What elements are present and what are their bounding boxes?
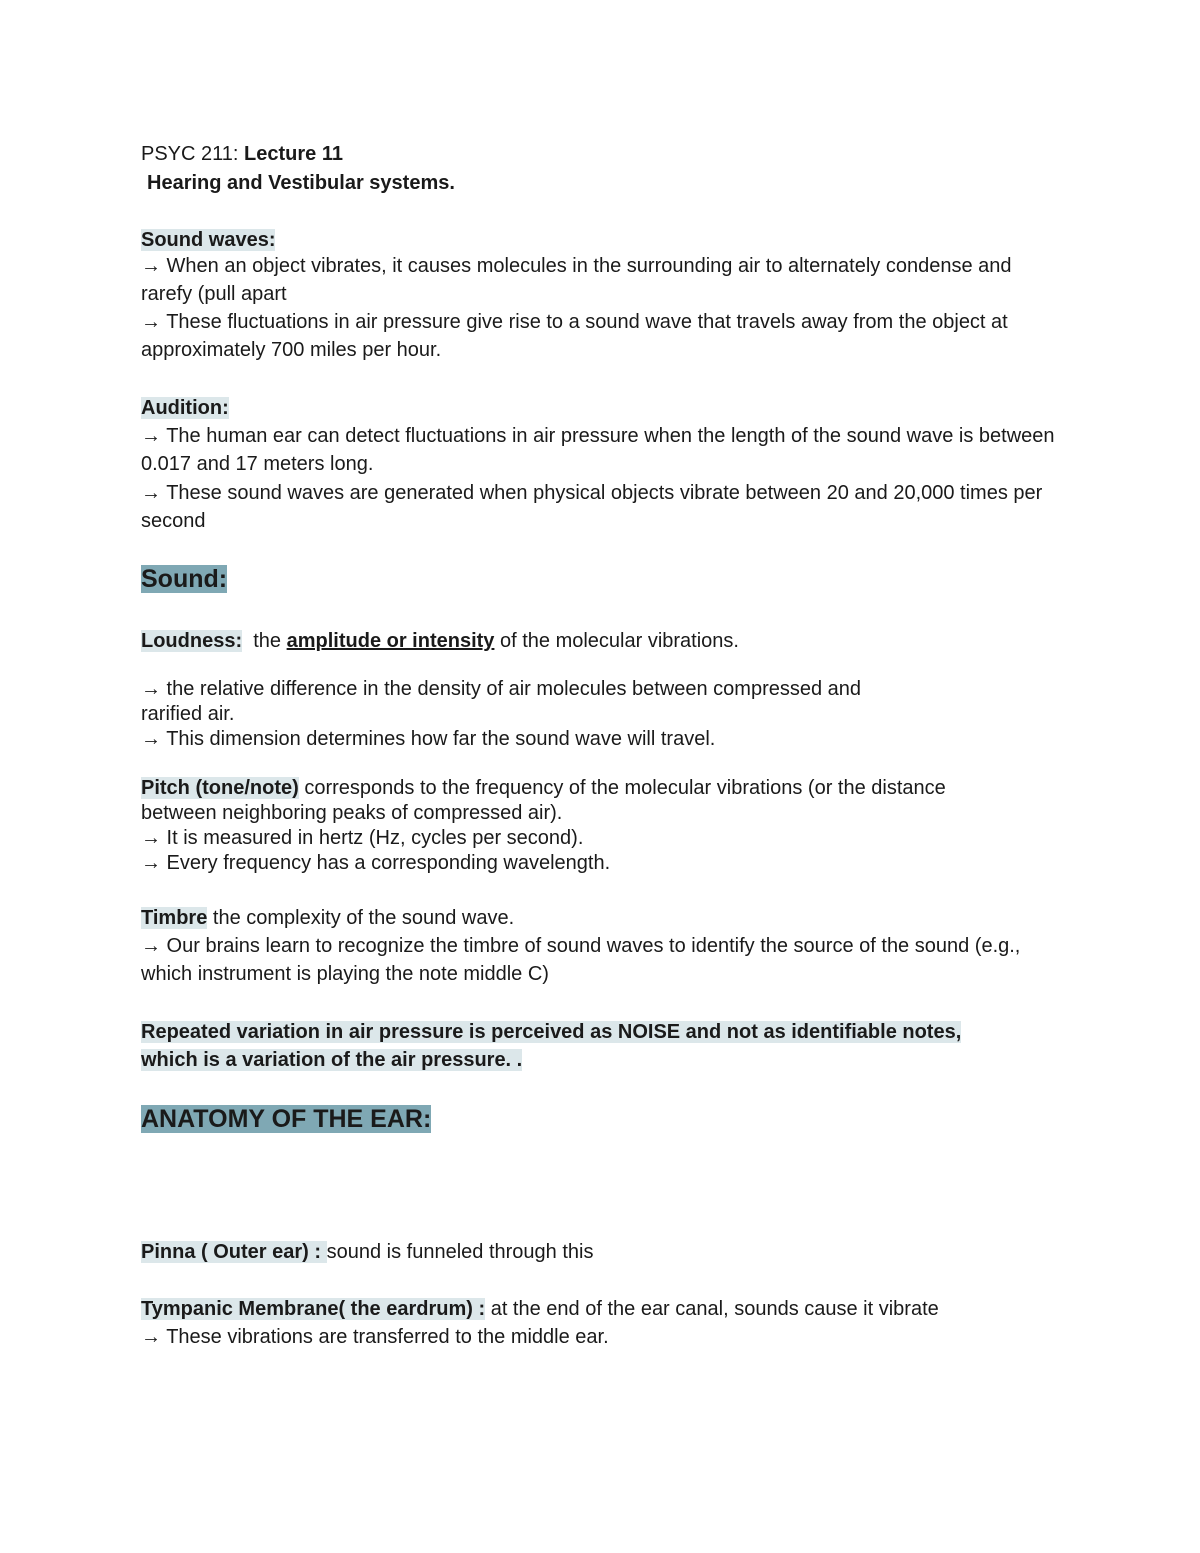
pitch-line-1: → It is measured in hertz (Hz, cycles per second). [141, 827, 584, 849]
amplitude-underline: amplitude or intensity [286, 630, 495, 652]
timbre-line: Timbre the complexity of the sound wave. [141, 907, 515, 929]
loudness-term: Loudness: [141, 630, 243, 652]
sound-waves-line-2: → These fluctuations in air pressure give rise to a sound wave that travels away from the object at approximately 700 miles per hour. [141, 311, 1008, 361]
tympanic-term: Tympanic Membrane( the eardrum) : [141, 1298, 486, 1320]
anatomy-heading: ANATOMY OF THE EAR: [141, 1105, 432, 1133]
audition-line-2: → These sound waves are generated when physical objects vibrate between 20 and 20,000 times per second [141, 482, 1043, 532]
lecture-title: Lecture 11 [244, 143, 343, 165]
audition-line-1: → The human ear can detect fluctuations in air pressure when the length of the sound wave is between 0.017 and 17 meters long. [141, 425, 1055, 475]
sound-waves-line-1: → When an object vibrates, it causes molecules in the surrounding air to alternately condense and rarefy (pull apart [141, 255, 1012, 305]
noise-statement: Repeated variation in air pressure is perceived as NOISE and not as identifiable notes, which is a variation of the air pressure. . [141, 1021, 962, 1071]
subtitle: Hearing and Vestibular systems. [147, 172, 455, 194]
sound-waves-heading: Sound waves: [141, 229, 276, 251]
pitch-line: Pitch (tone/note) corresponds to the frequency of the molecular vibrations (or the distance between neighboring peaks of compressed air). [141, 777, 946, 824]
loudness-line-2: → This dimension determines how far the sound wave will travel. [141, 728, 716, 750]
sound-heading: Sound: [141, 565, 228, 593]
loudness-line: Loudness: the amplitude or intensity of the molecular vibrations. [141, 630, 739, 652]
course-prefix: PSYC 211: [141, 143, 245, 165]
timbre-term: Timbre [141, 907, 208, 929]
loudness-line-1: → the relative difference in the density of air molecules between compressed and rarified air. [141, 678, 862, 725]
timbre-line-1: → Our brains learn to recognize the timbre of sound waves to identify the source of the sound (e.g., which instrument is playing the note middle C) [141, 935, 1021, 985]
pinna-term: Pinna ( Outer ear) : [141, 1241, 327, 1263]
pitch-line-2: → Every frequency has a corresponding wavelength. [141, 852, 611, 874]
pinna-line: Pinna ( Outer ear) : sound is funneled through this [141, 1241, 594, 1263]
tympanic-line-1: → These vibrations are transferred to the middle ear. [141, 1326, 609, 1348]
tympanic-line: Tympanic Membrane( the eardrum) : at the end of the ear canal, sounds cause it vibrate [141, 1298, 939, 1320]
course-title-line [141, 140, 1061, 168]
pitch-term: Pitch (tone/note) [141, 777, 299, 799]
audition-heading: Audition: [141, 397, 229, 419]
